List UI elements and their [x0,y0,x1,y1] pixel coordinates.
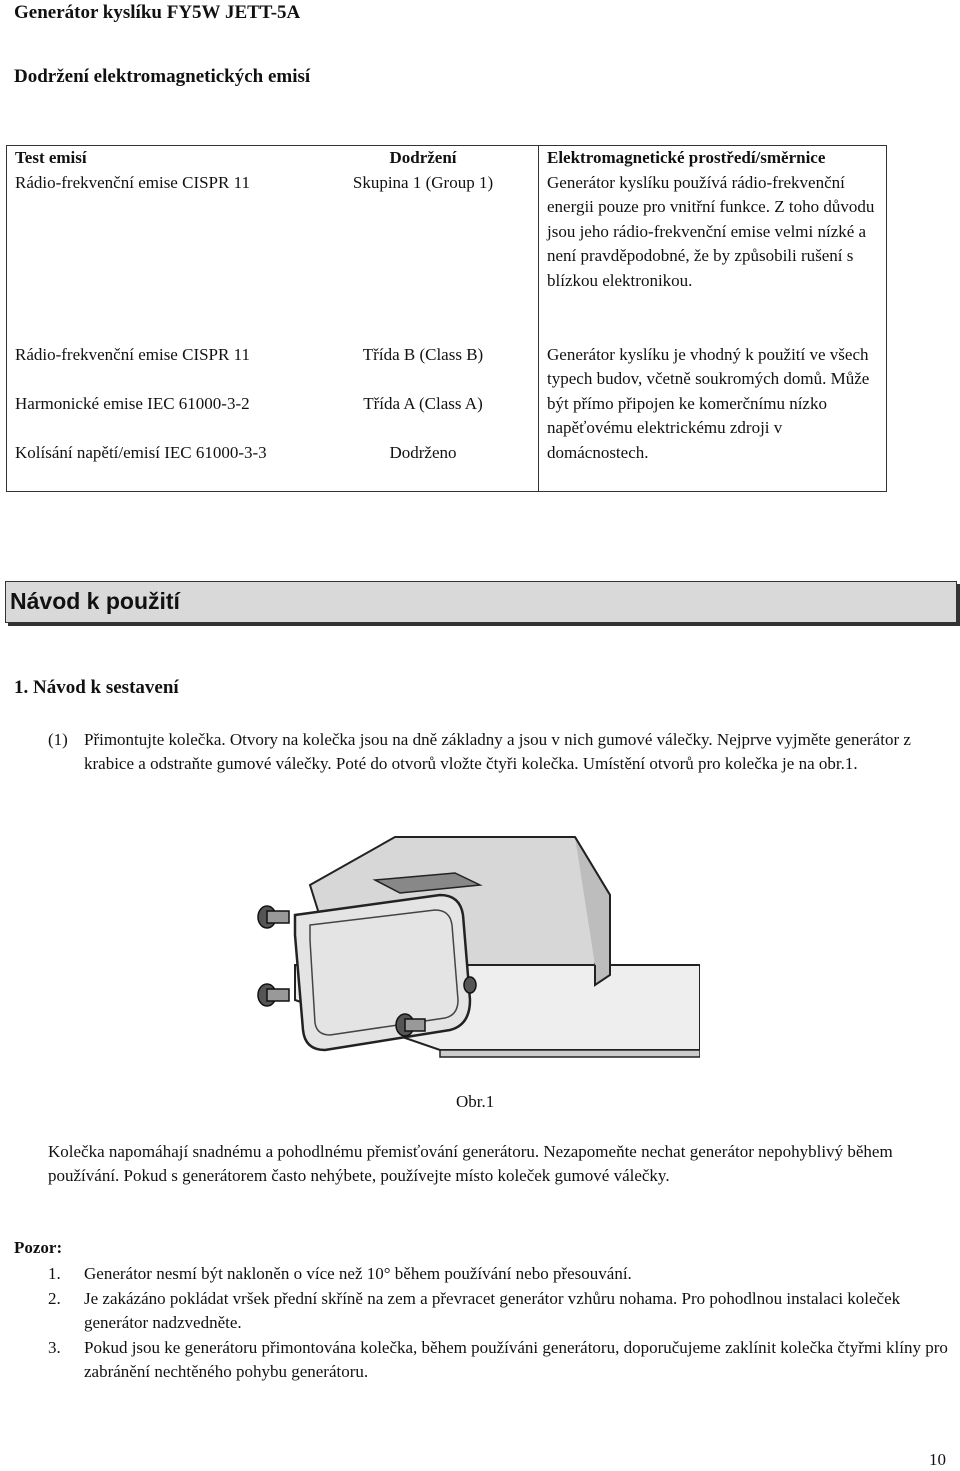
emissions-table [6,145,887,492]
table-cell-guidance-merged: Generátor kyslíku je vhodný k použití ve všech typech budov, včetně soukromých domů. Může být přímo připojen ke komerčnímu nízko napěťovému elektrickému zdroji v domácnostech. [539,343,887,492]
step-number: (1) [48,730,68,749]
page-number: 10 [929,1450,946,1469]
table-header-row [7,146,887,171]
section-banner-title: Návod k použití [10,588,180,614]
table-cell-compliance: Skupina 1 (Group 1) [352,172,494,192]
step-1-paragraph [48,728,948,776]
document-subtitle: Dodržení elektromagnetických emisí [14,66,311,87]
list-item-number: 1. [48,1264,61,1283]
list-item-number: 3. [48,1338,61,1357]
table-row [7,343,887,392]
section-banner [5,581,957,623]
list-item-text: Pokud jsou ke generátoru přimontována kolečka, během používáni generátoru, doporučujeme zaklínit kolečka čtyřmi klíny pro zabránění nechtěného pohybu generátoru. [84,1338,948,1381]
table-cell-test: Harmonické emise IEC 61000-3-2 [15,393,250,413]
table-cell-test: Rádio-frekvenční emise CISPR 11 [15,344,250,364]
table-cell-test: Kolísání napětí/emisí IEC 61000-3-3 [15,442,267,462]
list-item [48,1336,948,1384]
wheels-paragraph: Kolečka napomáhají snadnému a pohodlnému přemisťování generátoru. Nezapomeňte nechat generátor nepohyblivý během používání. Pokud s generátorem často nehýbete, používejte místo koleček gumové válečky. [48,1142,893,1185]
table-header-test: Test emisí [15,148,87,167]
list-item [48,1262,948,1286]
table-header-guidance: Elektromagnetické prostředí/směrnice [539,146,887,171]
section-heading: 1. Návod k sestavení [14,677,179,698]
table-cell-compliance: Třída A (Class A) [363,393,483,413]
list-item-number: 2. [48,1289,61,1308]
figure-caption: Obr.1 [456,1092,495,1111]
table-row [7,171,887,343]
caution-list [48,1262,948,1385]
table-cell-guidance: Generátor kyslíku používá rádio-frekvenční energii pouze pro vnitřní funkce. Z toho důvodu jsou jeho rádio-frekvenční emise velmi nízké a není pravděpodobné, že by způsobili rušení s blízkou elektronikou. [539,171,887,343]
list-item-text: Generátor nesmí být nakloněn o více než 10° během používání nebo přesouvání. [84,1264,632,1283]
generator-wheels-illustration [255,825,700,1065]
step-text: Přimontujte kolečka. Otvory na kolečka jsou na dně základny a jsou v nich gumové válečky. Nejprve vyjměte generátor z krabice a odstraňte gumové válečky. Poté do otvorů vložte čtyři kolečka. Umístění otvorů pro kolečka je na obr.1. [84,730,911,773]
document-title: Generátor kyslíku FY5W JETT-5A [14,2,301,23]
caution-title: Pozor: [14,1238,63,1257]
table-cell-test: Rádio-frekvenční emise CISPR 11 [15,172,250,192]
table-cell-compliance: Dodrženo [389,442,457,462]
list-item-text: Je zakázáno pokládat vršek přední skříně na zem a převracet generátor vzhůru nohama. Pro pohodlnou instalaci koleček generátor nadzvedněte. [84,1289,901,1332]
list-item [48,1287,948,1335]
table-header-compliance: Dodržení [389,148,457,167]
table-cell-compliance: Třída B (Class B) [362,344,484,364]
